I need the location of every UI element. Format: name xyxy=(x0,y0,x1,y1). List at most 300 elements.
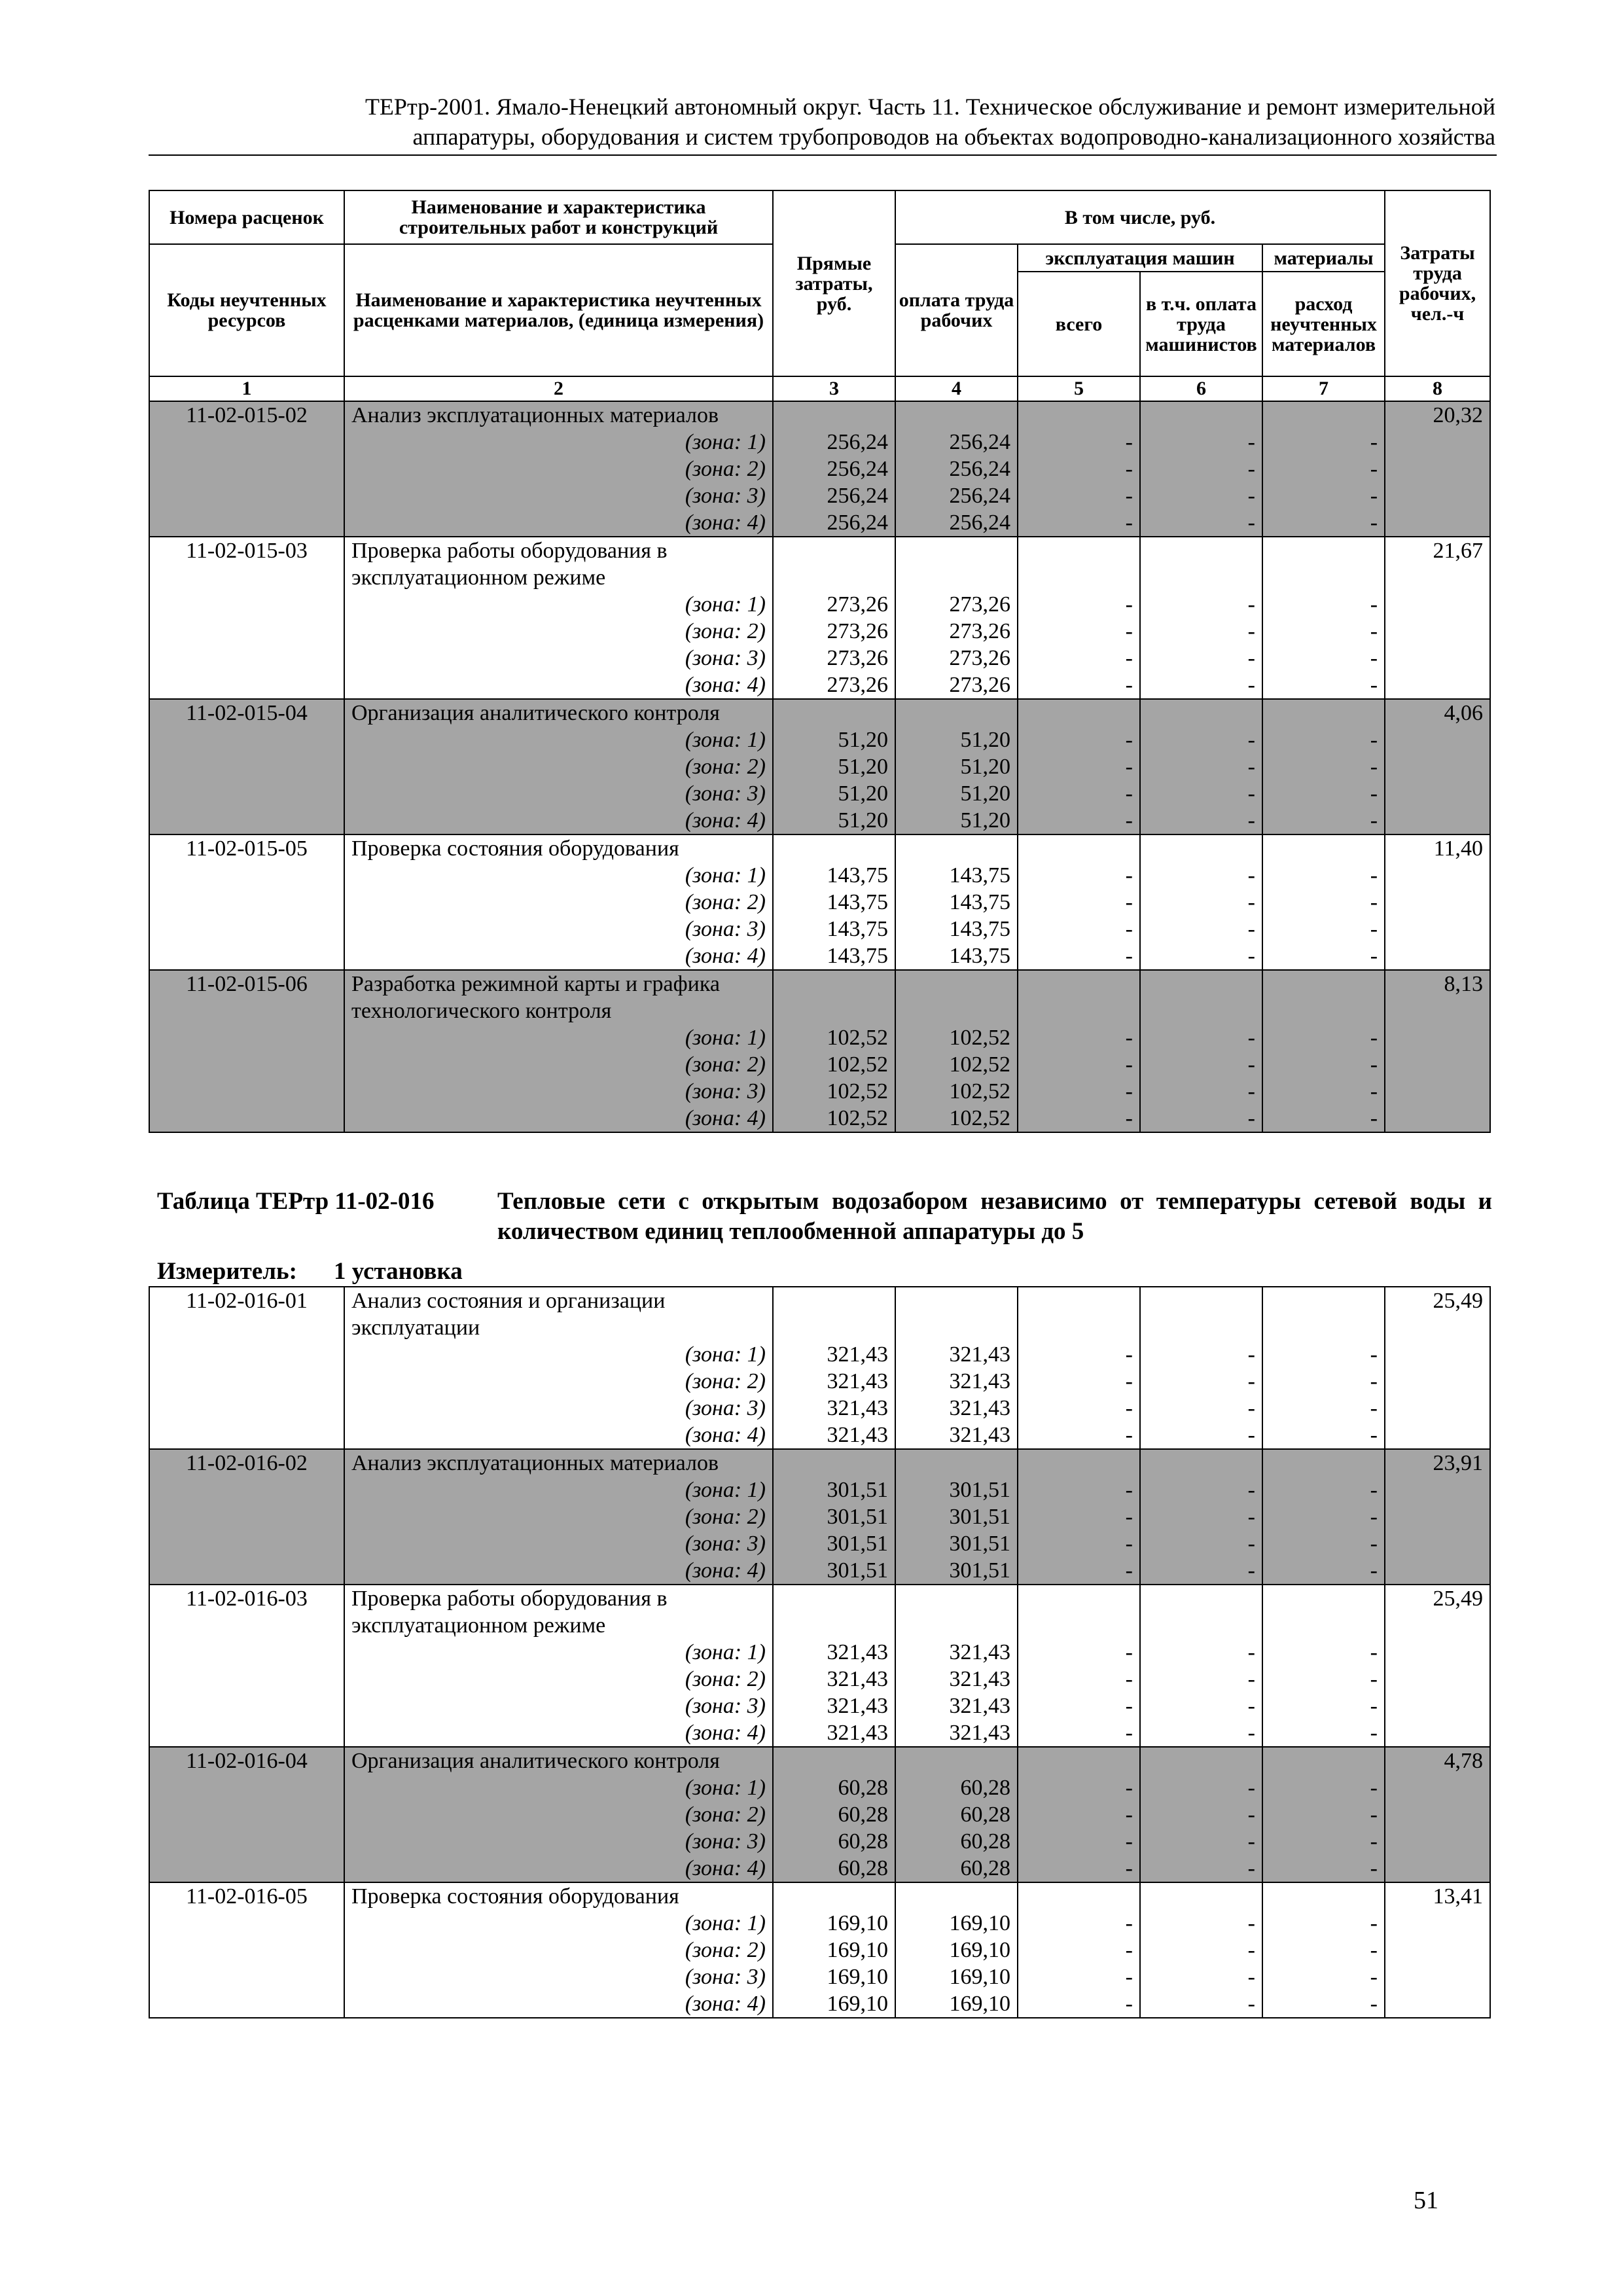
measure-label: Измеритель: xyxy=(157,1258,297,1285)
zone-label: (зона: 1) xyxy=(344,591,773,618)
table-row xyxy=(149,1612,1490,1639)
empty-cell xyxy=(895,1287,1018,1314)
zone-label: (зона: 2) xyxy=(344,889,773,916)
empty-cell xyxy=(773,699,895,726)
empty-cell xyxy=(895,834,1018,862)
empty-cell xyxy=(773,970,895,997)
rate-code-cont xyxy=(149,1612,344,1639)
labor-cost: 8,13 xyxy=(1385,970,1490,997)
empty-cell xyxy=(1385,726,1490,753)
materials-usage: - xyxy=(1262,482,1385,509)
zone-label: (зона: 1) xyxy=(344,1477,773,1503)
labor-cost: 4,06 xyxy=(1385,699,1490,726)
worker-pay: 102,52 xyxy=(895,1105,1018,1132)
worker-pay: 273,26 xyxy=(895,645,1018,672)
machinist-pay: - xyxy=(1140,1719,1262,1747)
machines-total: - xyxy=(1018,916,1140,942)
zone-row xyxy=(149,1801,1490,1828)
worker-pay: 256,24 xyxy=(895,429,1018,456)
zone-label: (зона: 4) xyxy=(344,509,773,537)
materials-usage: - xyxy=(1262,618,1385,645)
work-name: Организация аналитического контроля xyxy=(344,1747,773,1774)
zone-label: (зона: 3) xyxy=(344,1828,773,1855)
materials-usage: - xyxy=(1262,1105,1385,1132)
worker-pay: 273,26 xyxy=(895,672,1018,699)
direct-cost: 321,43 xyxy=(773,1395,895,1422)
materials-usage: - xyxy=(1262,1855,1385,1882)
machinist-pay: - xyxy=(1140,1530,1262,1557)
empty-cell xyxy=(773,1612,895,1639)
zone-row xyxy=(149,780,1490,807)
empty-cell xyxy=(1385,645,1490,672)
machinist-pay: - xyxy=(1140,726,1262,753)
empty-cell xyxy=(1262,699,1385,726)
rate-code: 11-02-015-02 xyxy=(149,401,344,429)
empty-cell xyxy=(1140,1585,1262,1612)
materials-usage: - xyxy=(1262,1990,1385,2018)
empty-cell xyxy=(1140,537,1262,564)
zone-label: (зона: 1) xyxy=(344,1910,773,1937)
materials-usage: - xyxy=(1262,942,1385,970)
zone-label: (зона: 1) xyxy=(344,429,773,456)
direct-cost: 102,52 xyxy=(773,1105,895,1132)
zone-row xyxy=(149,1964,1490,1990)
empty-cell xyxy=(1262,1449,1385,1477)
empty-cell xyxy=(895,1585,1018,1612)
zone-row xyxy=(149,1910,1490,1937)
empty-cell xyxy=(1018,1747,1140,1774)
rate-code-cont xyxy=(149,726,344,753)
machines-total: - xyxy=(1018,429,1140,456)
table-row xyxy=(149,1449,1490,1477)
empty-cell xyxy=(895,699,1018,726)
empty-cell xyxy=(1262,997,1385,1024)
empty-cell xyxy=(1385,429,1490,456)
rate-code-cont xyxy=(149,1774,344,1801)
zone-label: (зона: 4) xyxy=(344,1719,773,1747)
worker-pay: 321,43 xyxy=(895,1666,1018,1693)
zone-label: (зона: 3) xyxy=(344,1395,773,1422)
machinist-pay: - xyxy=(1140,1477,1262,1503)
machinist-pay: - xyxy=(1140,1078,1262,1105)
worker-pay: 301,51 xyxy=(895,1530,1018,1557)
col-work-name: Наименование и характеристика строительных работ и конструкций xyxy=(344,190,773,244)
machines-total: - xyxy=(1018,1937,1140,1964)
zone-label: (зона: 1) xyxy=(344,1774,773,1801)
machinist-pay: - xyxy=(1140,1910,1262,1937)
zone-row xyxy=(149,1051,1490,1078)
zone-row xyxy=(149,1530,1490,1557)
empty-cell xyxy=(1018,1287,1140,1314)
machines-total: - xyxy=(1018,1341,1140,1368)
materials-usage: - xyxy=(1262,1639,1385,1666)
rate-code-cont xyxy=(149,807,344,834)
empty-cell xyxy=(895,564,1018,591)
direct-cost: 102,52 xyxy=(773,1078,895,1105)
machines-total: - xyxy=(1018,1368,1140,1395)
empty-cell xyxy=(1140,1449,1262,1477)
rate-code-cont xyxy=(149,1557,344,1585)
empty-cell xyxy=(1018,1314,1140,1341)
work-name: Разработка режимной карты и графика xyxy=(344,970,773,997)
machinist-pay: - xyxy=(1140,889,1262,916)
machinist-pay: - xyxy=(1140,1855,1262,1882)
machinist-pay: - xyxy=(1140,862,1262,889)
materials-usage: - xyxy=(1262,726,1385,753)
worker-pay: 169,10 xyxy=(895,1990,1018,2018)
materials-usage: - xyxy=(1262,456,1385,482)
machinist-pay: - xyxy=(1140,1693,1262,1719)
rate-code-cont xyxy=(149,1855,344,1882)
zone-row xyxy=(149,509,1490,537)
work-name: Проверка состояния оборудования xyxy=(344,834,773,862)
materials-usage: - xyxy=(1262,753,1385,780)
zone-label: (зона: 1) xyxy=(344,726,773,753)
labor-cost: 4,78 xyxy=(1385,1747,1490,1774)
table-row xyxy=(149,834,1490,862)
rate-code-cont xyxy=(149,1964,344,1990)
worker-pay: 51,20 xyxy=(895,726,1018,753)
empty-cell xyxy=(1385,1530,1490,1557)
empty-cell xyxy=(1385,1557,1490,1585)
header-line-2: аппаратуры, оборудования и систем трубопроводов на объектах водопроводно-канализационного хозяйства xyxy=(412,124,1495,150)
materials-usage: - xyxy=(1262,509,1385,537)
direct-cost: 169,10 xyxy=(773,1937,895,1964)
empty-cell xyxy=(1385,1477,1490,1503)
machines-total: - xyxy=(1018,1557,1140,1585)
direct-cost: 321,43 xyxy=(773,1693,895,1719)
materials-usage: - xyxy=(1262,1530,1385,1557)
work-name: Анализ состояния и организации xyxy=(344,1287,773,1314)
materials-usage: - xyxy=(1262,429,1385,456)
machines-total: - xyxy=(1018,1990,1140,2018)
empty-cell xyxy=(895,1314,1018,1341)
header-rule xyxy=(149,154,1497,156)
col-worker-pay: оплата труда рабочих xyxy=(895,244,1018,376)
rate-code-cont xyxy=(149,1314,344,1341)
rate-code-cont xyxy=(149,1801,344,1828)
machinist-pay: - xyxy=(1140,1964,1262,1990)
rate-code-cont xyxy=(149,780,344,807)
direct-cost: 143,75 xyxy=(773,889,895,916)
materials-usage: - xyxy=(1262,1051,1385,1078)
zone-label: (зона: 2) xyxy=(344,1503,773,1530)
machines-total: - xyxy=(1018,1078,1140,1105)
rate-code: 11-02-015-03 xyxy=(149,537,344,564)
worker-pay: 273,26 xyxy=(895,618,1018,645)
direct-cost: 273,26 xyxy=(773,618,895,645)
empty-cell xyxy=(1385,1395,1490,1422)
direct-cost: 102,52 xyxy=(773,1051,895,1078)
direct-cost: 301,51 xyxy=(773,1477,895,1503)
worker-pay: 256,24 xyxy=(895,456,1018,482)
zone-row xyxy=(149,1503,1490,1530)
zone-row xyxy=(149,862,1490,889)
labor-cost: 21,67 xyxy=(1385,537,1490,564)
machines-total: - xyxy=(1018,1774,1140,1801)
empty-cell xyxy=(1385,672,1490,699)
column-number: 4 xyxy=(895,376,1018,401)
empty-cell xyxy=(1385,889,1490,916)
direct-cost: 169,10 xyxy=(773,1990,895,2018)
col-machinist-pay: в т.ч. оплата труда машинистов xyxy=(1140,272,1262,376)
zone-label: (зона: 1) xyxy=(344,862,773,889)
machinist-pay: - xyxy=(1140,1051,1262,1078)
materials-usage: - xyxy=(1262,1422,1385,1449)
rate-code-cont xyxy=(149,1024,344,1051)
empty-cell xyxy=(773,1585,895,1612)
worker-pay: 169,10 xyxy=(895,1964,1018,1990)
col-materials: материалы xyxy=(1262,244,1385,272)
materials-usage: - xyxy=(1262,1666,1385,1693)
machines-total: - xyxy=(1018,645,1140,672)
empty-cell xyxy=(1385,942,1490,970)
machinist-pay: - xyxy=(1140,1024,1262,1051)
empty-cell xyxy=(1018,970,1140,997)
zone-row xyxy=(149,807,1490,834)
worker-pay: 60,28 xyxy=(895,1828,1018,1855)
zone-label: (зона: 3) xyxy=(344,1530,773,1557)
zone-row xyxy=(149,672,1490,699)
machinist-pay: - xyxy=(1140,1937,1262,1964)
rate-code-cont xyxy=(149,753,344,780)
machinist-pay: - xyxy=(1140,916,1262,942)
work-name: эксплуатационном режиме xyxy=(344,564,773,591)
materials-usage: - xyxy=(1262,889,1385,916)
empty-cell xyxy=(1385,862,1490,889)
materials-usage: - xyxy=(1262,1368,1385,1395)
direct-cost: 169,10 xyxy=(773,1964,895,1990)
rate-code: 11-02-016-04 xyxy=(149,1747,344,1774)
machinist-pay: - xyxy=(1140,1801,1262,1828)
empty-cell xyxy=(895,1612,1018,1639)
direct-cost: 301,51 xyxy=(773,1503,895,1530)
materials-usage: - xyxy=(1262,1693,1385,1719)
rate-code-cont xyxy=(149,997,344,1024)
zone-label: (зона: 2) xyxy=(344,618,773,645)
empty-cell xyxy=(1385,509,1490,537)
materials-usage: - xyxy=(1262,1477,1385,1503)
materials-usage: - xyxy=(1262,1801,1385,1828)
empty-cell xyxy=(1385,1422,1490,1449)
zone-row xyxy=(149,1990,1490,2018)
header-line-1: ТЕРтр-2001. Ямало-Ненецкий автономный округ. Часть 11. Техническое обслуживание и ремонт измерительной xyxy=(365,94,1495,120)
rate-code-cont xyxy=(149,1990,344,2018)
empty-cell xyxy=(1385,1341,1490,1368)
machines-total: - xyxy=(1018,591,1140,618)
table-row xyxy=(149,1314,1490,1341)
worker-pay: 321,43 xyxy=(895,1693,1018,1719)
rate-code-cont xyxy=(149,1937,344,1964)
zone-row xyxy=(149,456,1490,482)
machinist-pay: - xyxy=(1140,482,1262,509)
direct-cost: 51,20 xyxy=(773,726,895,753)
empty-cell xyxy=(1385,1314,1490,1341)
page-number: 51 xyxy=(1414,2187,1438,2214)
machines-total: - xyxy=(1018,942,1140,970)
labor-cost: 25,49 xyxy=(1385,1585,1490,1612)
rate-code-cont xyxy=(149,1503,344,1530)
zone-row xyxy=(149,1666,1490,1693)
measure-unit xyxy=(157,1257,463,1285)
materials-usage: - xyxy=(1262,645,1385,672)
machines-total: - xyxy=(1018,1639,1140,1666)
worker-pay: 321,43 xyxy=(895,1395,1018,1422)
rate-code-cont xyxy=(149,1368,344,1395)
direct-cost: 301,51 xyxy=(773,1557,895,1585)
zone-row xyxy=(149,1395,1490,1422)
worker-pay: 301,51 xyxy=(895,1557,1018,1585)
empty-cell xyxy=(773,997,895,1024)
rate-code-cont xyxy=(149,1051,344,1078)
zone-label: (зона: 2) xyxy=(344,1937,773,1964)
empty-cell xyxy=(1385,1078,1490,1105)
machines-total: - xyxy=(1018,780,1140,807)
direct-cost: 169,10 xyxy=(773,1910,895,1937)
empty-cell xyxy=(1140,1314,1262,1341)
empty-cell xyxy=(1385,916,1490,942)
machines-total: - xyxy=(1018,1964,1140,1990)
col-including: В том числе, руб. xyxy=(895,190,1385,244)
machinist-pay: - xyxy=(1140,1368,1262,1395)
machines-total: - xyxy=(1018,1719,1140,1747)
worker-pay: 321,43 xyxy=(895,1639,1018,1666)
zone-label: (зона: 3) xyxy=(344,482,773,509)
zone-label: (зона: 4) xyxy=(344,1990,773,2018)
rate-code: 11-02-016-02 xyxy=(149,1449,344,1477)
table2-caption: Тепловые сети с открытым водозабором независимо от температуры сетевой воды и количеством единиц теплообменной аппаратуры до 5 xyxy=(497,1188,1492,1245)
machines-total: - xyxy=(1018,482,1140,509)
machines-total: - xyxy=(1018,509,1140,537)
rate-code: 11-02-016-01 xyxy=(149,1287,344,1314)
zone-row xyxy=(149,1937,1490,1964)
direct-cost: 143,75 xyxy=(773,916,895,942)
direct-cost: 321,43 xyxy=(773,1639,895,1666)
empty-cell xyxy=(1385,1774,1490,1801)
col-resource-codes: Коды неучтенных ресурсов xyxy=(149,244,344,376)
worker-pay: 51,20 xyxy=(895,807,1018,834)
empty-cell xyxy=(1140,699,1262,726)
machines-total: - xyxy=(1018,1666,1140,1693)
machinist-pay: - xyxy=(1140,807,1262,834)
materials-usage: - xyxy=(1262,1910,1385,1937)
zone-row xyxy=(149,942,1490,970)
machines-total: - xyxy=(1018,1105,1140,1132)
work-name: Проверка работы оборудования в xyxy=(344,537,773,564)
machines-total: - xyxy=(1018,726,1140,753)
direct-cost: 321,43 xyxy=(773,1719,895,1747)
zone-label: (зона: 3) xyxy=(344,645,773,672)
empty-cell xyxy=(773,401,895,429)
table-row xyxy=(149,1747,1490,1774)
column-number: 6 xyxy=(1140,376,1262,401)
table-row xyxy=(149,1882,1490,1910)
empty-cell xyxy=(1385,997,1490,1024)
empty-cell xyxy=(1262,1585,1385,1612)
machines-total: - xyxy=(1018,1910,1140,1937)
direct-cost: 256,24 xyxy=(773,509,895,537)
rate-code-cont xyxy=(149,429,344,456)
table-row xyxy=(149,401,1490,429)
empty-cell xyxy=(1385,1910,1490,1937)
direct-cost: 60,28 xyxy=(773,1855,895,1882)
worker-pay: 51,20 xyxy=(895,780,1018,807)
worker-pay: 321,43 xyxy=(895,1341,1018,1368)
work-name: Анализ эксплуатационных материалов xyxy=(344,1449,773,1477)
rate-code-cont xyxy=(149,942,344,970)
empty-cell xyxy=(1385,1612,1490,1639)
labor-cost: 20,32 xyxy=(1385,401,1490,429)
zone-label: (зона: 4) xyxy=(344,1105,773,1132)
worker-pay: 60,28 xyxy=(895,1801,1018,1828)
column-number: 8 xyxy=(1385,376,1490,401)
direct-cost: 321,43 xyxy=(773,1341,895,1368)
worker-pay: 102,52 xyxy=(895,1078,1018,1105)
materials-usage: - xyxy=(1262,1719,1385,1747)
col-labor-costs: Затраты труда рабочих, чел.-ч xyxy=(1385,190,1490,376)
worker-pay: 169,10 xyxy=(895,1910,1018,1937)
zone-label: (зона: 3) xyxy=(344,1693,773,1719)
machines-total: - xyxy=(1018,1477,1140,1503)
empty-cell xyxy=(895,1449,1018,1477)
worker-pay: 143,75 xyxy=(895,862,1018,889)
worker-pay: 51,20 xyxy=(895,753,1018,780)
machinist-pay: - xyxy=(1140,672,1262,699)
column-number: 1 xyxy=(149,376,344,401)
machinist-pay: - xyxy=(1140,1395,1262,1422)
empty-cell xyxy=(1140,1882,1262,1910)
rate-code-cont xyxy=(149,1530,344,1557)
rate-code-cont xyxy=(149,1422,344,1449)
direct-cost: 60,28 xyxy=(773,1774,895,1801)
empty-cell xyxy=(1385,482,1490,509)
materials-usage: - xyxy=(1262,1557,1385,1585)
empty-cell xyxy=(1385,1105,1490,1132)
table-row xyxy=(149,997,1490,1024)
zone-label: (зона: 2) xyxy=(344,456,773,482)
machines-total: - xyxy=(1018,618,1140,645)
empty-cell xyxy=(1385,1801,1490,1828)
empty-cell xyxy=(1140,834,1262,862)
worker-pay: 143,75 xyxy=(895,889,1018,916)
table-row xyxy=(149,699,1490,726)
empty-cell xyxy=(1262,1287,1385,1314)
work-name: Анализ эксплуатационных материалов xyxy=(344,401,773,429)
zone-label: (зона: 3) xyxy=(344,1964,773,1990)
rate-code-cont xyxy=(149,672,344,699)
empty-cell xyxy=(1140,564,1262,591)
machinist-pay: - xyxy=(1140,429,1262,456)
worker-pay: 143,75 xyxy=(895,942,1018,970)
rate-code-cont xyxy=(149,1910,344,1937)
materials-usage: - xyxy=(1262,1937,1385,1964)
machinist-pay: - xyxy=(1140,1666,1262,1693)
machinist-pay: - xyxy=(1140,753,1262,780)
worker-pay: 256,24 xyxy=(895,482,1018,509)
empty-cell xyxy=(1262,1314,1385,1341)
materials-usage: - xyxy=(1262,1828,1385,1855)
direct-cost: 102,52 xyxy=(773,1024,895,1051)
empty-cell xyxy=(1385,1719,1490,1747)
worker-pay: 321,43 xyxy=(895,1422,1018,1449)
zone-row xyxy=(149,1024,1490,1051)
worker-pay: 102,52 xyxy=(895,1024,1018,1051)
machinist-pay: - xyxy=(1140,1828,1262,1855)
zone-row xyxy=(149,1693,1490,1719)
machinist-pay: - xyxy=(1140,1557,1262,1585)
zone-label: (зона: 1) xyxy=(344,1639,773,1666)
direct-cost: 143,75 xyxy=(773,862,895,889)
